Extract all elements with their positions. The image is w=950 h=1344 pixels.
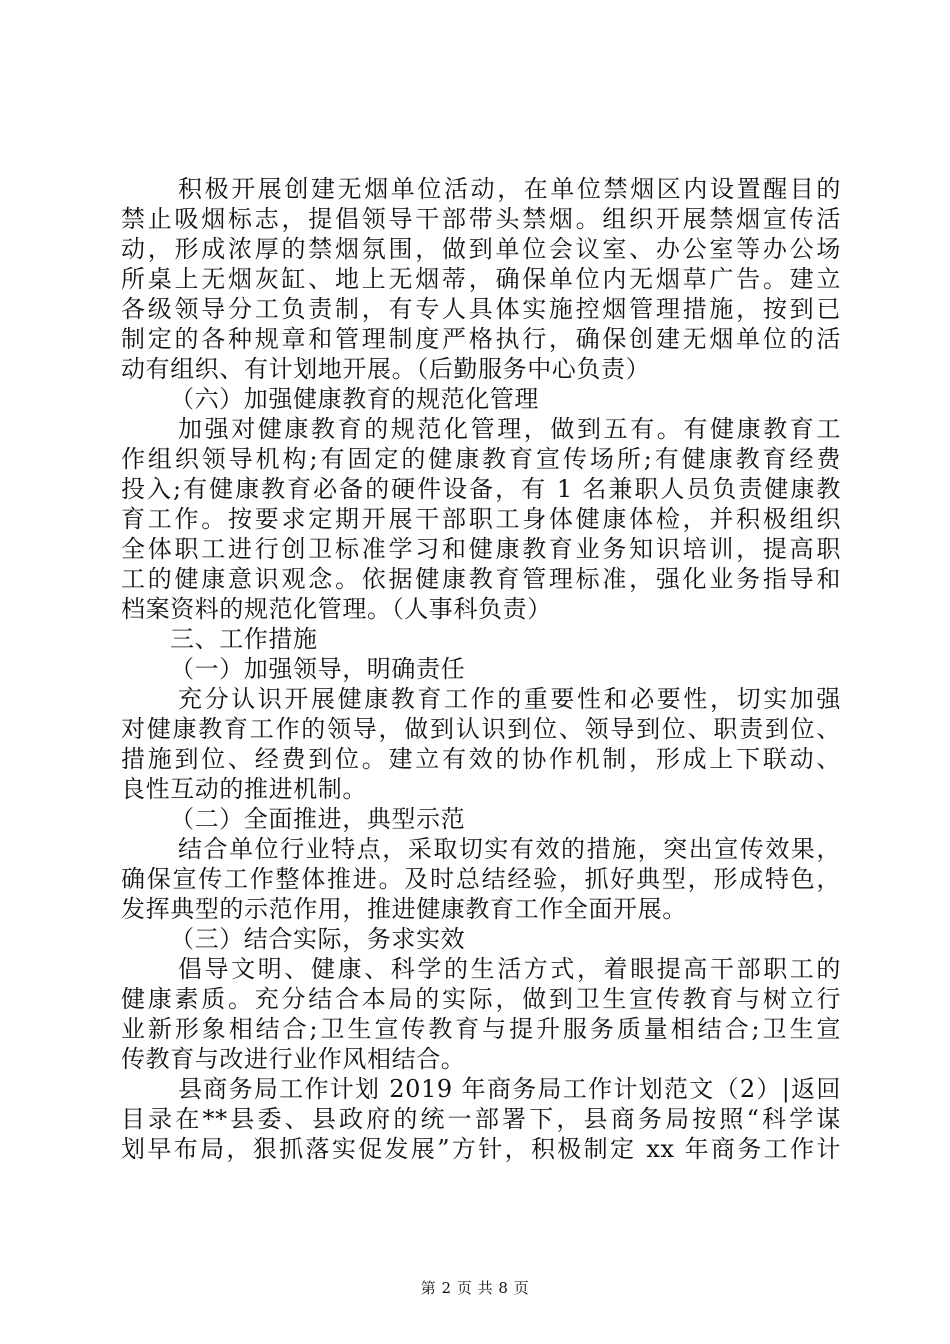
text-line: 业新形象相结合;卫生宣传教育与提升服务质量相结合;卫生宣 [121,1015,841,1043]
text-line: 发挥典型的示范作用，推进健康教育工作全面开展。 [121,895,687,923]
text-line: 良性互动的推进机制。 [121,775,367,803]
text-line: 充分认识开展健康教育工作的重要性和必要性，切实加强 [178,685,841,713]
text-line: （一）加强领导，明确责任 [170,655,466,683]
text-line: 动有组织、有计划地开展。（后勤服务中心负责） [121,355,651,383]
text-line: 工的健康意识观念。依据健康教育管理标准，强化业务指导和 [121,565,841,593]
text-line: 三、工作措施 [170,625,318,653]
text-line: 档案资料的规范化管理。（人事科负责） [121,595,552,623]
text-line: 倡导文明、健康、科学的生活方式，着眼提高干部职工的 [178,955,841,983]
text-line: 积极开展创建无烟单位活动，在单位禁烟区内设置醒目的 [178,175,841,203]
text-line: 作组织领导机构;有固定的健康教育宣传场所;有健康教育经费 [121,445,841,473]
text-line: 目录在**县委、县政府的统一部署下，县商务局按照“科学谋 [121,1105,841,1133]
text-line: （二）全面推进，典型示范 [170,805,466,833]
page-footer: 第 2 页 共 8 页 [420,1279,530,1297]
text-line: 各级领导分工负责制，有专人具体实施控烟管理措施，按到已 [121,295,841,323]
text-line: （六）加强健康教育的规范化管理 [170,385,539,413]
text-line: 划早布局，狠抓落实促发展”方针，积极制定 xx 年商务工作计 [121,1135,841,1163]
text-line: 确保宣传工作整体推进。及时总结经验，抓好典型，形成特色， [121,865,841,893]
text-line: 投入;有健康教育必备的硬件设备，有 1 名兼职人员负责健康教 [121,475,841,503]
text-line: 动，形成浓厚的禁烟氛围，做到单位会议室、办公室等办公场 [121,235,841,263]
text-line: 禁止吸烟标志，提倡领导干部带头禁烟。组织开展禁烟宣传活 [121,205,841,233]
text-line: 县商务局工作计划 2019 年商务局工作计划范文（2）|返回 [178,1075,841,1103]
text-line: 传教育与改进行业作风相结合。 [121,1045,466,1073]
text-line: 加强对健康教育的规范化管理，做到五有。有健康教育工 [178,415,841,443]
text-line: 育工作。按要求定期开展干部职工身体健康体检，并积极组织 [121,505,841,533]
text-line: 健康素质。充分结合本局的实际，做到卫生宣传教育与树立行 [121,985,841,1013]
text-line: 对健康教育工作的领导，做到认识到位、领导到位、职责到位、 [121,715,841,743]
text-line: （三）结合实际，务求实效 [170,925,466,953]
text-line: 全体职工进行创卫标准学习和健康教育业务知识培训，提高职 [121,535,841,563]
text-line: 制定的各种规章和管理制度严格执行，确保创建无烟单位的活 [121,325,841,353]
text-line: 措施到位、经费到位。建立有效的协作机制，形成上下联动、 [121,745,841,773]
text-line: 结合单位行业特点，采取切实有效的措施，突出宣传效果， [178,835,841,863]
text-line: 所桌上无烟灰缸、地上无烟蒂，确保单位内无烟草广告。建立 [121,265,841,293]
